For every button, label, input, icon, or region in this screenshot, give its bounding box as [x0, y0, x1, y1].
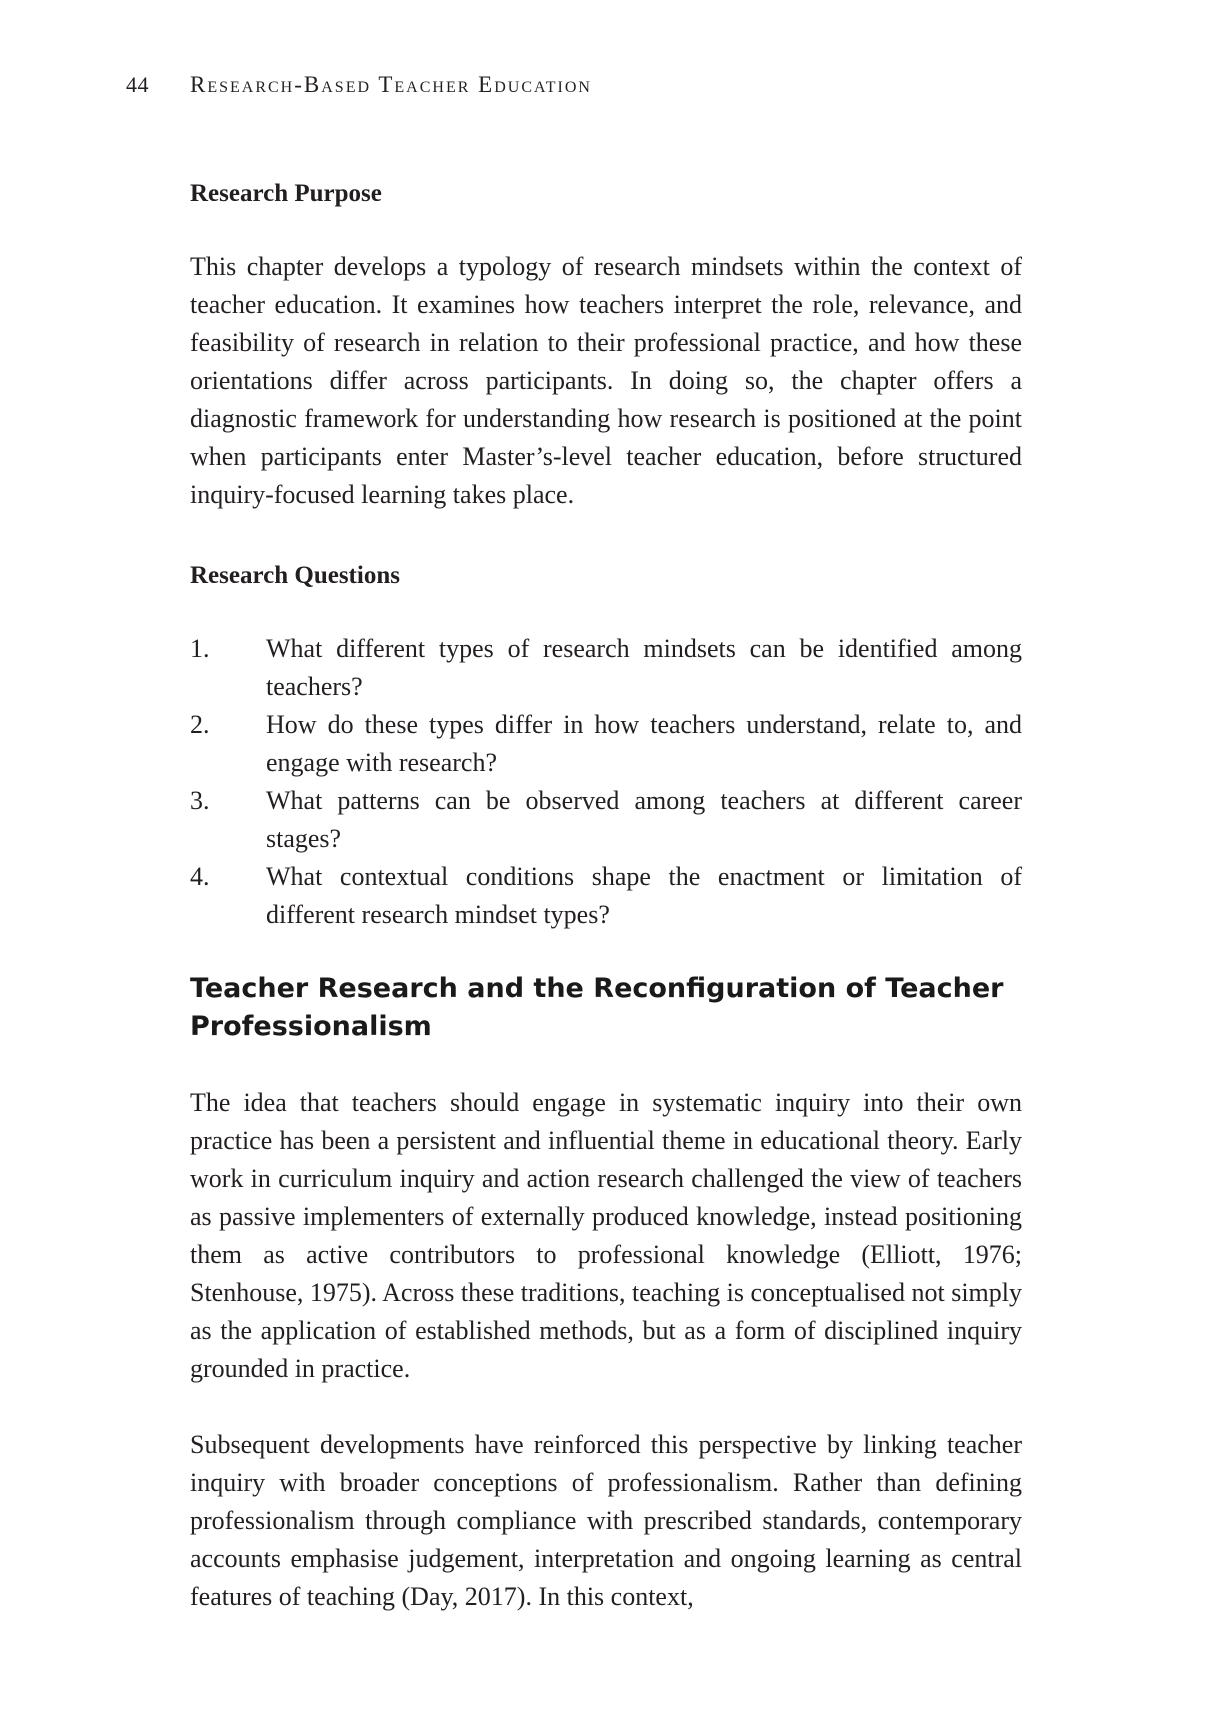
page-content: [190, 176, 1022, 1616]
list-item-text: What contextual conditions shape the enactment or limitation of different research mindset types?: [266, 862, 1022, 929]
research-purpose-heading: Research Purpose: [190, 180, 382, 207]
list-item-number: 2.: [190, 710, 210, 739]
research-questions-heading: Research Questions: [190, 562, 400, 589]
page-number: 44: [126, 72, 149, 97]
body-paragraph-2: Subsequent developments have reinforced this perspective by linking teacher inquiry with broader conceptions of professionalism. Rather than defining professionalism through compliance with prescribed standards, contemporary accounts emphasise judgement, interpretation and ongoing learning as central features of teaching (Day, 2017). In this context,: [190, 1430, 1022, 1611]
list-item: [190, 706, 1022, 782]
section-heading: Teacher Research and the Reconfiguration of Teacher Professionalism: [190, 973, 1004, 1042]
list-item-number: 3.: [190, 786, 210, 815]
list-item-number: 1.: [190, 634, 210, 663]
list-item: [190, 630, 1022, 706]
list-item-number: 4.: [190, 862, 210, 891]
list-item: [190, 782, 1022, 858]
research-questions-list: [190, 630, 1022, 934]
list-item-text: What different types of research mindsets can be identified among teachers?: [266, 634, 1022, 701]
list-item-text: How do these types differ in how teachers understand, relate to, and engage with research?: [266, 710, 1022, 777]
list-item-text: What patterns can be observed among teachers at different career stages?: [266, 786, 1022, 853]
running-head: [126, 72, 592, 98]
research-purpose-paragraph: This chapter develops a typology of research mindsets within the context of teacher education. It examines how teachers interpret the role, relevance, and feasibility of research in relation to their professional practice, and how these orientations differ across participants. In doing so, the chapter offers a diagnostic framework for understanding how research is positioned at the point when participants enter Master’s-level teacher education, before structured inquiry-focused learning takes place.: [190, 252, 1022, 509]
running-title: Research-Based Teacher Education: [190, 72, 592, 97]
body-paragraph-1: The idea that teachers should engage in systematic inquiry into their own practice has been a persistent and influential theme in educational theory. Early work in curriculum inquiry and action research challenged the view of teachers as passive implementers of externally produced knowledge, instead positioning them as active contributors to professional knowledge (Elliott, 1976; Stenhouse, 1975). Across these traditions, teaching is conceptualised not simply as the application of established methods, but as a form of disciplined inquiry grounded in practice.: [190, 1088, 1022, 1383]
list-item: [190, 858, 1022, 934]
